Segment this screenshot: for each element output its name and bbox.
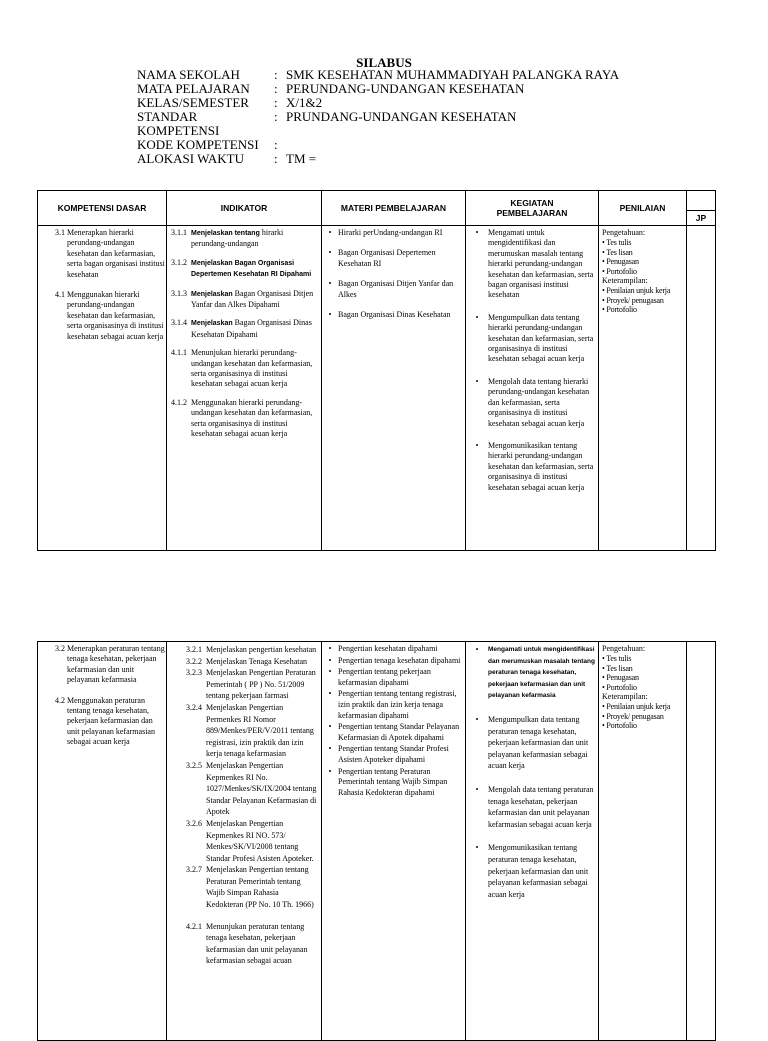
meta-label: KELAS/SEMESTER [137,95,249,110]
meta-value: PERUNDANG-UNDANGAN KESEHATAN [286,81,525,96]
meta-value: X/1&2 [286,95,323,110]
kegiatan-item: • Mengumpulkan data tentang peraturan tenaga kesehatan, pekerjaan kefarmasian dan unit pelayanan kefarmasian sebagai acuan kerja [475,714,589,771]
penilaian-item: • Portofolio [602,266,637,276]
syllabus-table-1 [37,190,716,551]
indikator-item: 3.2.2 Menjelaskan Tenaga Kesehatan [186,656,308,666]
indikator-cell [167,642,322,1041]
jp-cell [687,642,716,1041]
indikator-item: 3.2.3 Menjelaskan Pengertian Peraturan Pemerintah ( PP ) No. 51/2009 tentang pekerjaan farmasi [186,668,316,701]
meta-value: PRUNDANG-UNDANGAN KESEHATAN [286,109,517,124]
kd-item: 3.1 Menerapkan hierarki perundang-undangan kesehatan dan kefarmasian, serta bagan organisasi institusi kesehatan [55,228,165,279]
penilaian-item: • Tes tulis [602,238,632,247]
meta-value: SMK KESEHATAN MUHAMMADIYAH PALANGKA RAYA [286,67,620,82]
materi-item: • Pengertian tentang Standar Profesi Asisten Apoteker dipahami [328,744,449,764]
penilaian-item: • Proyek/ penugasan [602,295,664,305]
kd-cell [38,642,167,1041]
indikator-item: 4.2.1 Menunjukan peraturan tentang tenaga kesehatan, pekerjaan kefarmasian dan unit pelayanan kefarmasian sebagai acuan [186,921,308,966]
header-materi: MATERI PEMBELAJARAN [322,191,466,226]
penilaian-pengetahuan-label: Pengetahuan: [602,228,646,237]
indikator-item: 3.1.3 Menjelaskan Bagan Organisasi Ditjen Yanfar dan Alkes Dipahami [171,288,314,310]
materi-item: • Hirarki perUndang-undangan RI [328,228,443,237]
materi-item: • Bagan Organisasi Dinas Kesehatan [328,310,451,320]
meta-row-time [137,152,619,166]
kegiatan-item: • Mengomunikasikan tentang peraturan tenaga kesehatan, pekerjaan kefarmasian dan unit pelayanan kefarmasian sebagai acuan kerja [475,843,589,899]
indikator-item: 3.1.2 Menjelaskan Bagan Organisasi Depertemen Kesehatan RI Dipahami [171,257,312,279]
penilaian-item: • Penugasan [602,257,639,266]
meta-colon: : [274,151,278,166]
header-kompetensi-dasar: KOMPETENSI DASAR [38,191,167,226]
materi-cell [322,226,466,551]
header-penilaian: PENILAIAN [599,191,687,226]
penilaian-item: • Tes lisan [602,247,633,257]
kegiatan-item: • Mengamati untuk mengidentifikasi dan merumuskan masalah tentang peraturan tenaga kesehatan, pekerjaan kefarmasian dan unit pelayanan kefarmasia [475,645,595,700]
kd-item: 4.1 Menggunakan hierarki perundang-undangan kesehatan dan kefarmasian, serta organisasinya di institusi kesehatan sebagai acuan kerja [55,290,164,341]
indikator-item: 3.2.4 Menjelaskan Pengertian Permenkes RI Nomor 889/Menkes/PER/V/2011 tentang registrasi, izin praktik dan izin kerja tenaga kefarmasian [186,702,314,759]
meta-colon: : [274,109,278,124]
penilaian-item: • Penilaian unjuk kerja [602,286,671,295]
indikator-item: 4.1.1 Menunjukan hierarki perundang-undangan kesehatan dan kefarmasian, serta organisasinya di institusi kesehatan sebagai acuan kerja [171,348,313,389]
meta-row-class [137,96,619,110]
meta-colon: : [274,95,278,110]
indikator-item: 3.1.1 Menjelaskan tentang hirarki perundang-undangan [171,228,284,249]
meta-row-standard [137,110,619,138]
materi-item: • Pengertian tenaga kesehatan dipahami [328,655,461,665]
syllabus-table-2 [37,641,716,1041]
penilaian-item: • Tes tulis [602,654,632,663]
kd-item: 4.2 Menggunakan peraturan tentang tenaga kesehatan, pekerjaan kefarmasian dan unit pelayanan kefarmasian sebagai acuan kerja [55,695,155,747]
materi-item: • Bagan Organisasi Depertemen Kesehatan RI [328,248,436,268]
header-kegiatan: KEGIATAN PEMBELAJARAN [466,191,599,226]
meta-colon: : [274,81,278,96]
header-blank [687,191,716,211]
kegiatan-cell [466,642,599,1041]
indikator-item: 3.2.7 Menjelaskan Pengertian tentang Peraturan Pemerintah tentang Wajib Simpan Rahasia Kedokteran (PP No. 10 Th. 1966) [186,865,314,910]
meta-colon: : [274,137,278,152]
kegiatan-item: • Mengolah data tentang peraturan tenaga kesehatan, pekerjaan kefarmasian dan unit pelayanan kefarmasian sebagai acuan kerja [475,784,594,829]
penilaian-item: • Proyek/ penugasan [602,711,664,721]
meta-label: ALOKASI WAKTU [137,151,245,166]
materi-item: • Pengertian tentang tentang registrasi, izin praktik dan izin kerja tenaga kefarmasian dipahami [328,689,457,720]
indikator-item: 3.2.5 Menjelaskan Pengertian Kepmenkes RI No. 1027/Menkes/SK/IX/2004 tentang Standar Pelayanan Kefarmasian di Apotek [186,760,317,817]
penilaian-cell [599,642,687,1041]
materi-item: • Pengertian tentang Peraturan Pemerintah tentang Wajib Simpan Rahasia Kedokteran dipahami [328,766,448,797]
materi-item: • Bagan Organisasi Ditjen Yanfar dan Alkes [328,279,454,299]
indikator-item: 3.2.6 Menjelaskan Pengertian Kepmenkes RI NO. 573/ Menkes/SK/VI/2008 tentang Standar Profesi Asisten Apoteker. [186,818,314,863]
penilaian-item: • Penugasan [602,673,639,682]
penilaian-keterampilan-label: Keterampilan: [602,692,648,701]
meta-label: STANDAR KOMPETENSI [137,109,220,138]
penilaian-item: • Penilaian unjuk kerja [602,702,671,711]
document-title: SILABUS [356,55,412,70]
materi-item: • Pengertian tentang pekerjaan kefarmasian dipahami [328,667,431,687]
kegiatan-item: • Mengomunikasikan tentang hierarki perundang-undangan kesehatan dan kefarmasian, serta organisasinya di institusi kesehatan sebagai acuan kerja [475,440,594,492]
kegiatan-item: • Mengamati untuk mengidentifikasi dan merumuskan masalah tentang hierarki perundang-undangan kesehatan dan kefarmasian, serta bagan organisasi institusi kesehatan [475,228,594,300]
meta-row-school [137,68,619,82]
meta-value: TM = [286,151,317,166]
meta-row-subject [137,82,619,96]
syllabus-meta [137,68,619,166]
materi-item: • Pengertian tentang Standar Pelayanan Kefarmasian di Apotek dipahami [328,722,460,742]
materi-cell [322,642,466,1041]
penilaian-item: • Portofolio [602,305,637,314]
indikator-item: 3.1.4 Menjelaskan Bagan Organisasi Dinas Kesehatan Dipahami [171,318,312,339]
indikator-cell [167,226,322,551]
penilaian-pengetahuan-label: Pengetahuan: [602,644,646,653]
meta-colon: : [274,67,278,82]
penilaian-item: • Portofolio [602,721,637,730]
meta-label: MATA PELAJARAN [137,81,250,96]
header-jp: JP [687,211,716,226]
kd-cell [38,226,167,551]
indikator-item: 3.2.1 Menjelaskan pengertian kesehatan [186,645,317,654]
materi-item: • Pengertian kesehatan dipahami [328,644,438,653]
header-indikator: INDIKATOR [167,191,322,226]
penilaian-keterampilan-label: Keterampilan: [602,276,648,285]
penilaian-cell [599,226,687,551]
kegiatan-cell [466,226,599,551]
kd-item: 3.2 Menerapkan peraturan tentang tenaga kesehatan, pekerjaan kefarmasian dan unit pelayanan kefarmasia [55,644,165,685]
kegiatan-item: • Mengolah data tentang hierarki perundang-undangan kesehatan dan kefarmasian, serta organisasinya di institusi kesehatan sebagai acuan kerja [475,376,590,428]
penilaian-item: • Portofolio [602,682,637,692]
meta-label: NAMA SEKOLAH [137,67,240,82]
jp-cell [687,226,716,551]
meta-label: KODE KOMPETENSI [137,137,259,152]
indikator-item: 4.1.2 Menggunakan hierarki perundang-undangan kesehatan dan kefarmasian, serta organisasinya di institusi kesehatan sebagai acuan kerja [171,397,313,439]
penilaian-item: • Tes lisan [602,663,633,673]
meta-row-code [137,138,619,152]
kegiatan-item: • Mengumpulkan data tentang hierarki perundang-undangan kesehatan dan kefarmasian, serta organisasinya di institusi kesehatan sebagai acuan kerja [475,312,594,364]
